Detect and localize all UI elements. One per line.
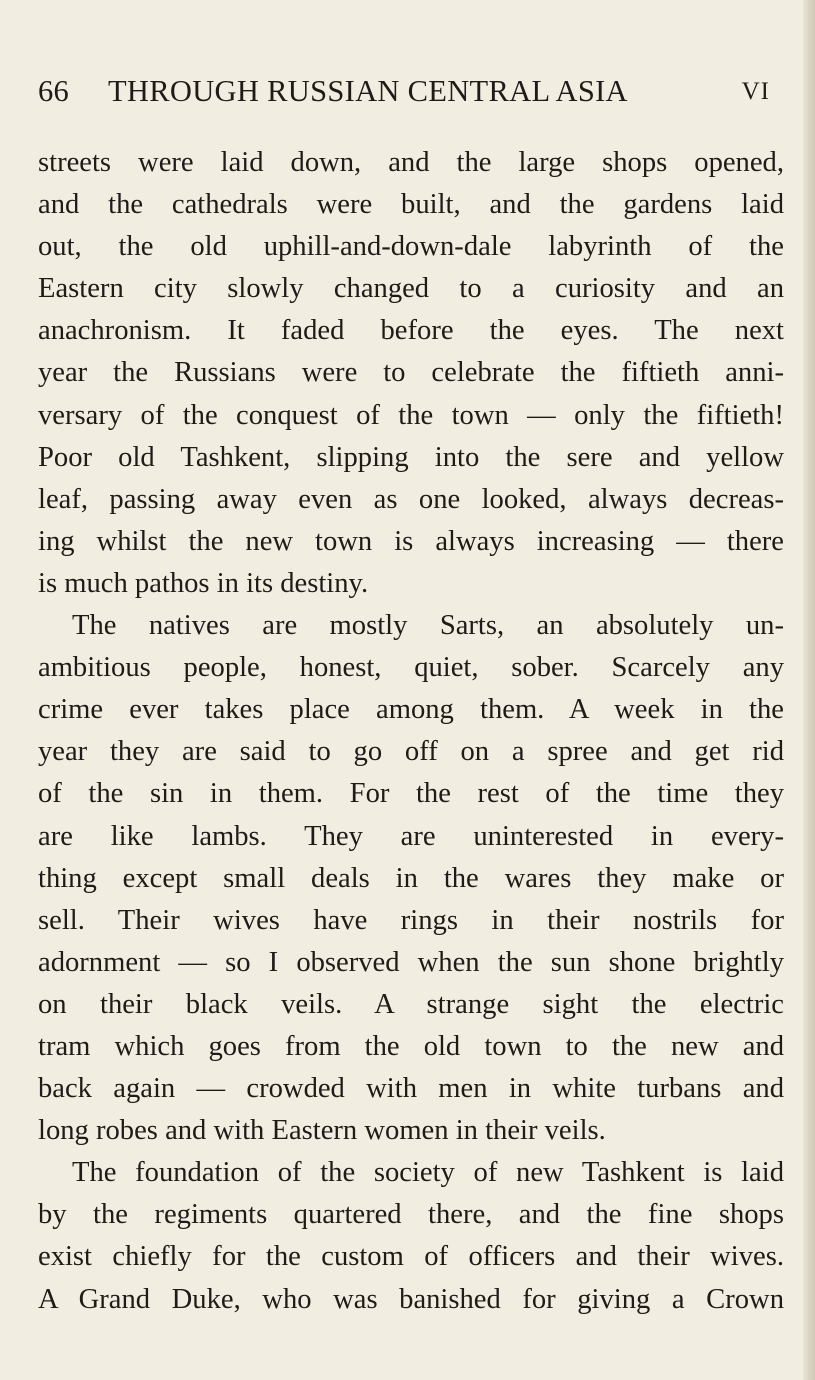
text-line: long robes and with Eastern women in their veils. — [38, 1115, 606, 1147]
text-line: crime ever takes place among them. A week in the — [38, 694, 784, 726]
text-line: adornment — so I observed when the sun shone brightly — [38, 946, 784, 978]
text-line: Eastern city slowly changed to a curiosity and an — [38, 273, 784, 305]
text-line: versary of the conquest of the town — only the fiftieth! — [38, 399, 784, 431]
text-line: thing except small deals in the wares they make or — [38, 862, 784, 894]
page-edge-shadow — [803, 0, 815, 1380]
paragraph-start-line: The foundation of the society of new Tashkent is laid — [72, 1157, 784, 1189]
text-line: year they are said to go off on a spree and get rid — [38, 736, 784, 768]
text-line: by the regiments quartered there, and the fine shops — [38, 1199, 784, 1231]
text-line: and the cathedrals were built, and the gardens laid — [38, 189, 784, 221]
text-line: back again — crowded with men in white turbans and — [38, 1073, 784, 1105]
text-line: tram which goes from the old town to the new and — [38, 1030, 784, 1062]
text-line: on their black veils. A strange sight the electric — [38, 988, 784, 1020]
running-head — [38, 74, 770, 118]
text-line: are like lambs. They are uninterested in every- — [38, 820, 784, 852]
text-line: ing whilst the new town is always increasing — there — [38, 525, 784, 557]
text-line: anachronism. It faded before the eyes. The next — [38, 315, 784, 347]
text-line: is much pathos in its destiny. — [38, 567, 369, 599]
text-line: out, the old uphill-and-down-dale labyrinth of the — [38, 231, 784, 263]
text-line: of the sin in them. For the rest of the time they — [38, 778, 784, 810]
text-line: ambitious people, honest, quiet, sober. Scarcely any — [38, 652, 784, 684]
paragraph-start-line: The natives are mostly Sarts, an absolutely un- — [72, 610, 784, 642]
text-line: sell. Their wives have rings in their nostrils for — [38, 904, 784, 936]
text-line: Poor old Tashkent, slipping into the sere and yellow — [38, 441, 784, 473]
page-number: 66 — [38, 74, 70, 108]
text-line: leaf, passing away even as one looked, always decreas- — [38, 483, 784, 515]
text-line: streets were laid down, and the large shops opened, — [38, 147, 784, 178]
text-line: year the Russians were to celebrate the fiftieth anni- — [38, 357, 784, 389]
text-line: exist chiefly for the custom of officers and their wives. — [38, 1241, 784, 1273]
running-title: THROUGH RUSSIAN CENTRAL ASIA — [108, 74, 628, 108]
chapter-number: VI — [741, 78, 770, 105]
text-line: A Grand Duke, who was banished for giving a Crown — [38, 1283, 784, 1315]
body-text — [38, 142, 784, 1321]
